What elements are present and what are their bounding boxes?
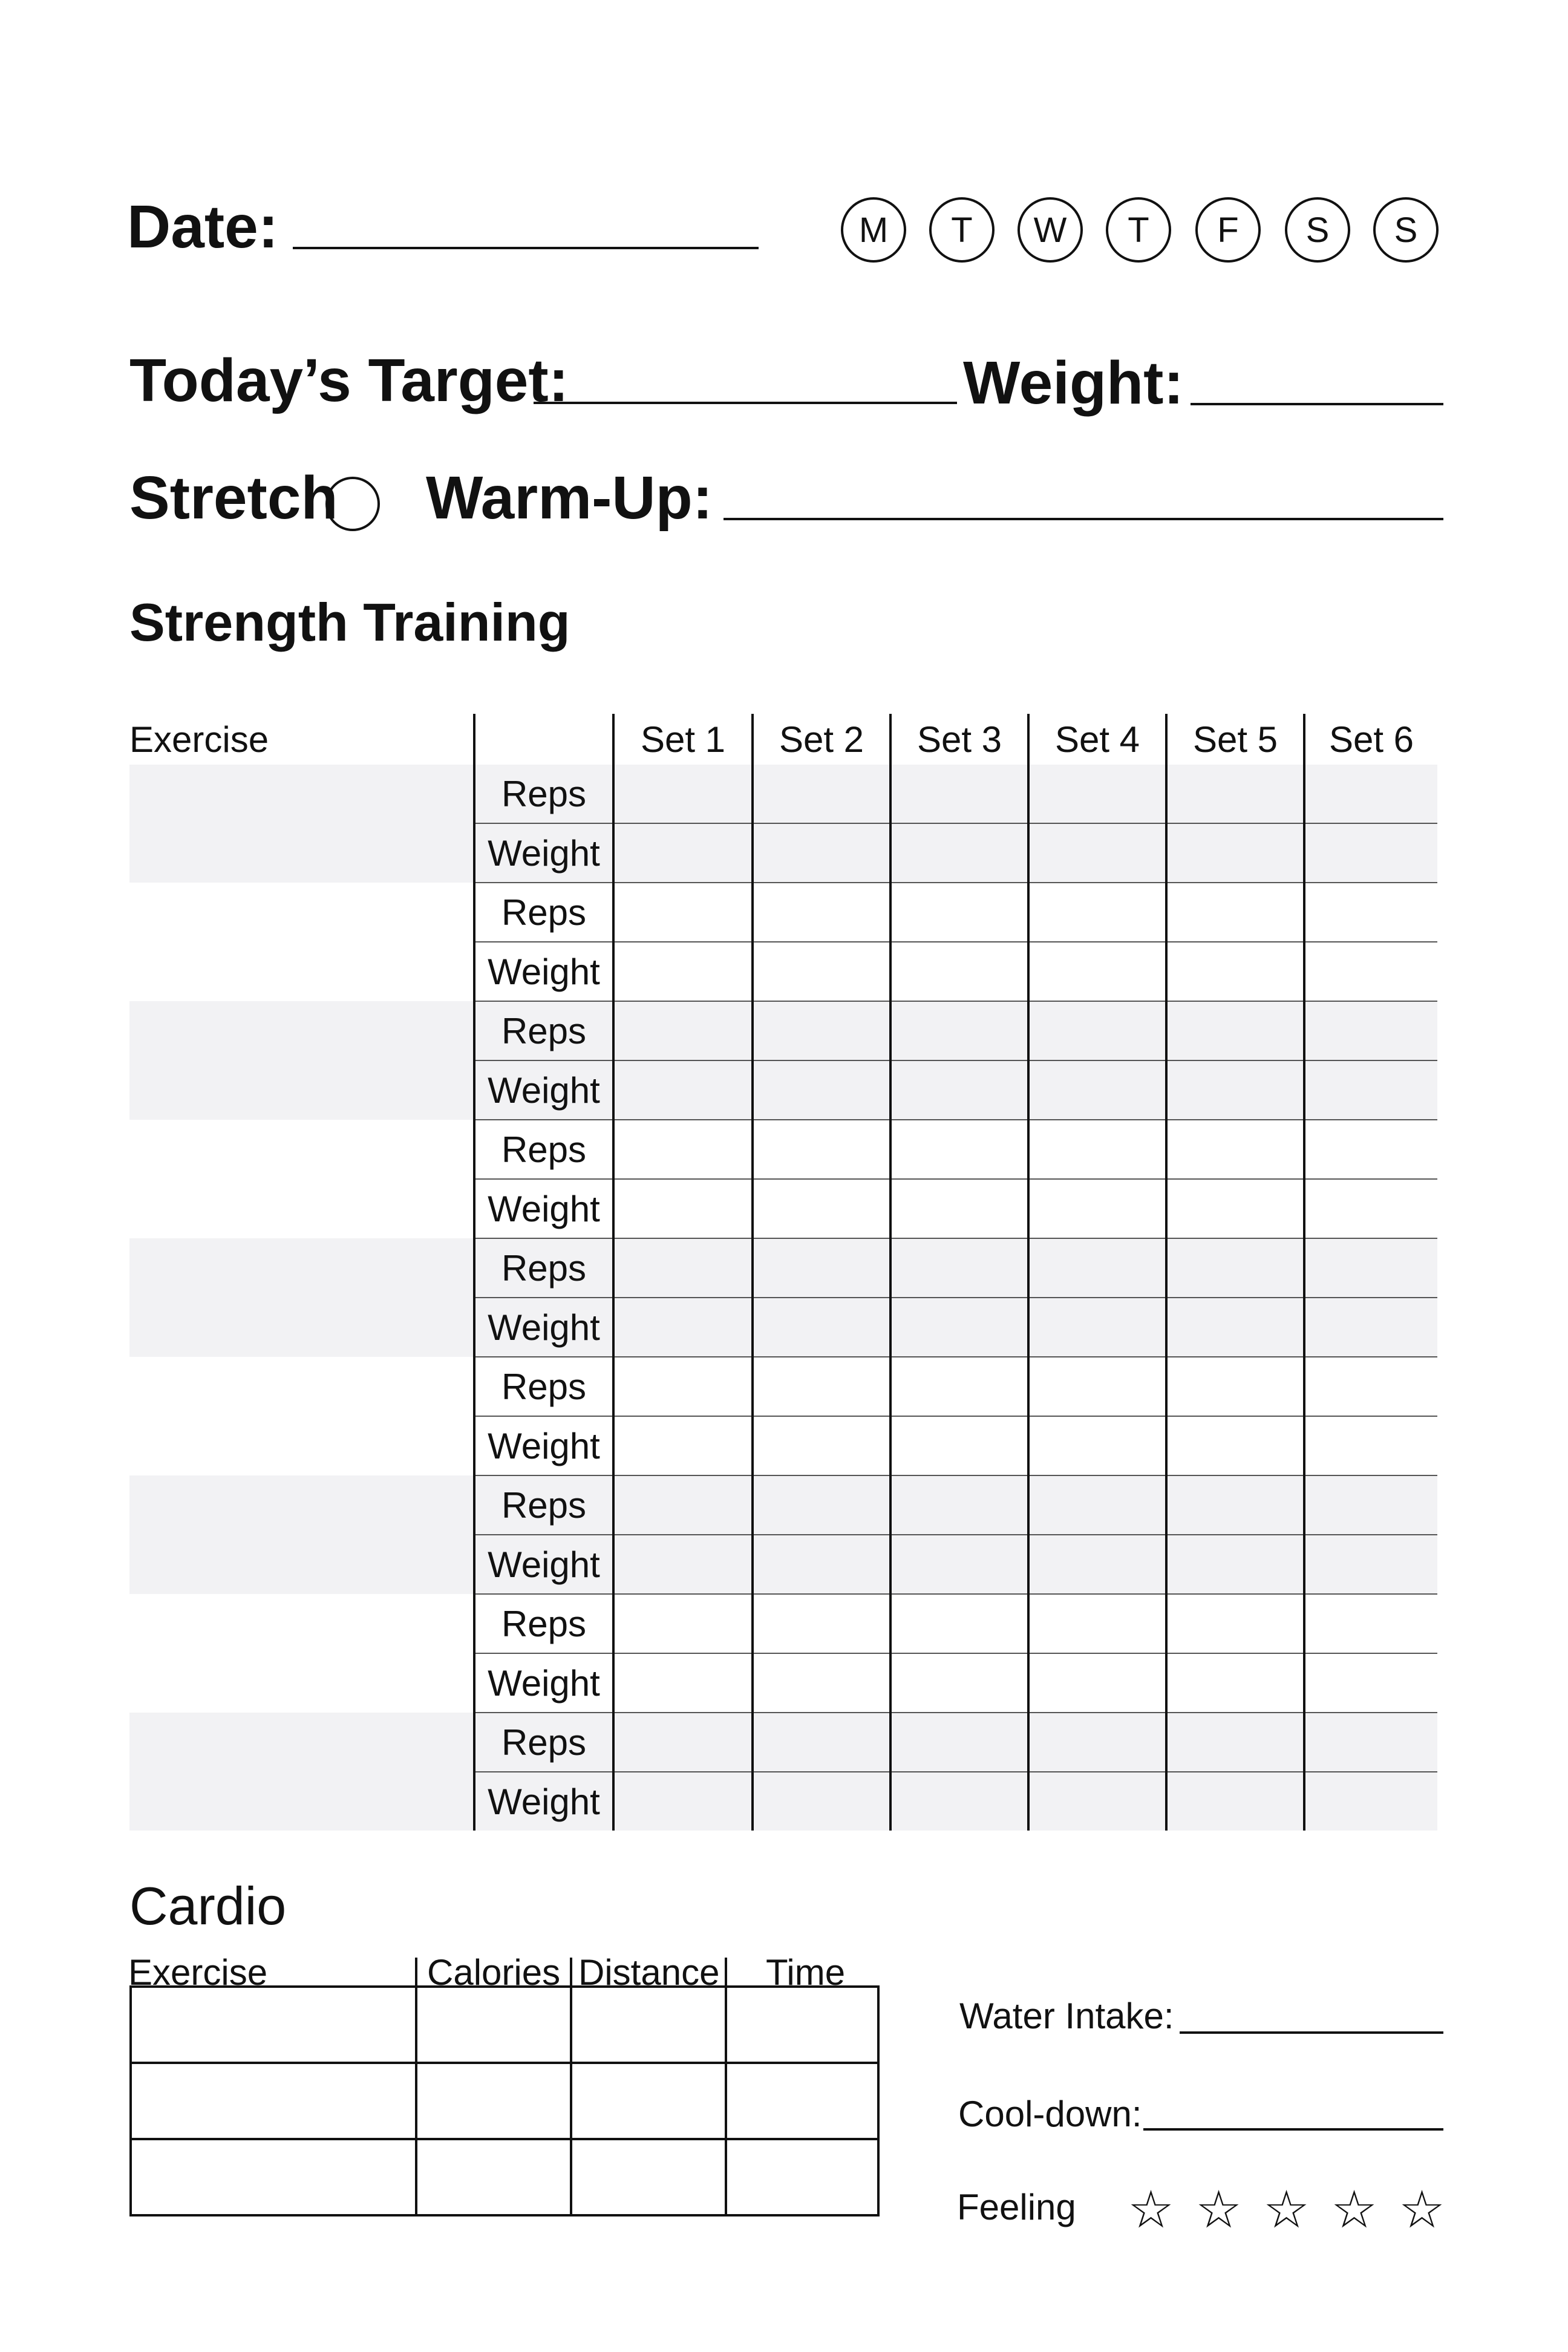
cool-down-label: Cool-down: bbox=[958, 2094, 1142, 2134]
set-entry-cell[interactable] bbox=[753, 942, 890, 1001]
stretch-checkbox[interactable] bbox=[325, 477, 380, 531]
set-entry-cell[interactable] bbox=[1304, 883, 1437, 942]
set-entry-cell[interactable] bbox=[613, 1772, 753, 1831]
table-row bbox=[129, 883, 1437, 942]
cardio-entry-cell[interactable] bbox=[416, 1987, 571, 2063]
exercise-name-cell[interactable] bbox=[129, 765, 474, 883]
set-entry-cell[interactable] bbox=[890, 1298, 1028, 1357]
metric-label: Reps bbox=[474, 1001, 613, 1060]
star-icon[interactable]: ☆ bbox=[1399, 2181, 1446, 2239]
weight-label: Weight: bbox=[963, 349, 1184, 417]
set-entry-cell[interactable] bbox=[613, 1535, 753, 1594]
metric-label: Reps bbox=[474, 883, 613, 942]
set-entry-cell[interactable] bbox=[1028, 1179, 1166, 1238]
set-entry-cell[interactable] bbox=[753, 1120, 890, 1179]
feeling-label: Feeling bbox=[957, 2187, 1076, 2227]
metric-label: Weight bbox=[474, 942, 613, 1001]
set-entry-cell[interactable] bbox=[1166, 1001, 1304, 1060]
set-entry-cell[interactable] bbox=[1166, 883, 1304, 942]
set-entry-cell[interactable] bbox=[890, 1238, 1028, 1298]
exercise-name-cell[interactable] bbox=[129, 1713, 474, 1831]
set-entry-cell[interactable] bbox=[753, 1713, 890, 1772]
cardio-entry-cell[interactable] bbox=[571, 2063, 726, 2139]
exercise-name-cell[interactable] bbox=[129, 1475, 474, 1594]
set-entry-cell[interactable] bbox=[890, 1416, 1028, 1475]
set-entry-cell[interactable] bbox=[1304, 1535, 1437, 1594]
set-entry-cell[interactable] bbox=[613, 1713, 753, 1772]
set-entry-cell[interactable] bbox=[1028, 1772, 1166, 1831]
set-entry-cell[interactable] bbox=[1304, 1416, 1437, 1475]
table-row bbox=[131, 1987, 878, 2063]
set-entry-cell[interactable] bbox=[613, 1001, 753, 1060]
set-entry-cell[interactable] bbox=[890, 823, 1028, 883]
set-entry-cell[interactable] bbox=[1304, 1357, 1437, 1416]
set-entry-cell[interactable] bbox=[753, 1653, 890, 1713]
warm-up-field[interactable] bbox=[724, 518, 1443, 520]
set-entry-cell[interactable] bbox=[890, 1653, 1028, 1713]
star-icon[interactable]: ☆ bbox=[1128, 2181, 1175, 2239]
set-entry-cell[interactable] bbox=[1028, 1238, 1166, 1298]
metric-label: Weight bbox=[474, 1060, 613, 1120]
set-entry-cell[interactable] bbox=[1304, 1298, 1437, 1357]
cardio-entry-cell[interactable] bbox=[571, 2139, 726, 2215]
set-entry-cell[interactable] bbox=[1166, 1416, 1304, 1475]
set-entry-cell[interactable] bbox=[613, 1357, 753, 1416]
cardio-entry-cell[interactable] bbox=[726, 1987, 878, 2063]
set-entry-cell[interactable] bbox=[890, 1001, 1028, 1060]
cardio-entry-cell[interactable] bbox=[131, 2063, 416, 2139]
day-circle[interactable]: M bbox=[841, 197, 906, 263]
set-entry-cell[interactable] bbox=[1166, 1653, 1304, 1713]
table-row bbox=[129, 1001, 1437, 1060]
set-entry-cell[interactable] bbox=[1166, 1475, 1304, 1535]
body-weight-field[interactable] bbox=[1191, 403, 1443, 405]
table-row bbox=[129, 1475, 1437, 1535]
set-entry-cell[interactable] bbox=[613, 1653, 753, 1713]
set-entry-cell[interactable] bbox=[1028, 883, 1166, 942]
set-entry-cell[interactable] bbox=[753, 1594, 890, 1653]
table-row bbox=[129, 1238, 1437, 1298]
set-entry-cell[interactable] bbox=[1028, 1120, 1166, 1179]
set-entry-cell[interactable] bbox=[1028, 1713, 1166, 1772]
todays-target-label: Today’s Target: bbox=[129, 347, 569, 414]
set-column-header: Set 5 bbox=[1166, 714, 1304, 765]
set-entry-cell[interactable] bbox=[1028, 1535, 1166, 1594]
set-entry-cell[interactable] bbox=[890, 1120, 1028, 1179]
metric-label: Weight bbox=[474, 1653, 613, 1713]
set-entry-cell[interactable] bbox=[1166, 1535, 1304, 1594]
set-entry-cell[interactable] bbox=[753, 1298, 890, 1357]
set-entry-cell[interactable] bbox=[1028, 1001, 1166, 1060]
set-entry-cell[interactable] bbox=[1028, 1298, 1166, 1357]
cool-down-field[interactable] bbox=[1143, 2128, 1443, 2131]
exercise-name-cell[interactable] bbox=[129, 1357, 474, 1475]
cardio-column-header: Time bbox=[766, 1952, 846, 1993]
set-entry-cell[interactable] bbox=[1304, 1179, 1437, 1238]
star-icon[interactable]: ☆ bbox=[1331, 2181, 1378, 2239]
table-row bbox=[131, 2063, 878, 2139]
warm-up-label: Warm-Up: bbox=[426, 464, 713, 532]
table-row bbox=[129, 1594, 1437, 1653]
metric-label: Weight bbox=[474, 823, 613, 883]
metric-label: Reps bbox=[474, 1238, 613, 1298]
cardio-header-divider bbox=[570, 1958, 572, 1985]
cardio-column-header: Distance bbox=[578, 1952, 720, 1993]
cardio-entry-cell[interactable] bbox=[726, 2063, 878, 2139]
metric-label: Weight bbox=[474, 1772, 613, 1831]
cardio-entry-cell[interactable] bbox=[416, 2139, 571, 2215]
table-row bbox=[131, 2139, 878, 2215]
date-label: Date: bbox=[127, 193, 279, 261]
set-entry-cell[interactable] bbox=[890, 1475, 1028, 1535]
set-entry-cell[interactable] bbox=[1028, 765, 1166, 823]
set-entry-cell[interactable] bbox=[753, 1060, 890, 1120]
metric-label: Reps bbox=[474, 1357, 613, 1416]
day-circle[interactable]: F bbox=[1195, 197, 1261, 263]
exercise-column-header: Exercise bbox=[129, 719, 269, 760]
set-entry-cell[interactable] bbox=[753, 1535, 890, 1594]
set-entry-cell[interactable] bbox=[1304, 1653, 1437, 1713]
set-entry-cell[interactable] bbox=[1304, 1594, 1437, 1653]
cardio-header-divider bbox=[725, 1958, 727, 1985]
set-entry-cell[interactable] bbox=[890, 1772, 1028, 1831]
set-entry-cell[interactable] bbox=[753, 765, 890, 823]
set-entry-cell[interactable] bbox=[1028, 1060, 1166, 1120]
set-entry-cell[interactable] bbox=[1304, 765, 1437, 823]
set-entry-cell[interactable] bbox=[1166, 942, 1304, 1001]
metric-column-header bbox=[474, 714, 613, 765]
cardio-entry-cell[interactable] bbox=[726, 2139, 878, 2215]
cardio-header-dividers bbox=[415, 1958, 417, 1985]
day-circle[interactable]: T bbox=[929, 197, 995, 263]
set-entry-cell[interactable] bbox=[753, 1416, 890, 1475]
set-entry-cell[interactable] bbox=[1304, 1001, 1437, 1060]
set-entry-cell[interactable] bbox=[1166, 823, 1304, 883]
set-entry-cell[interactable] bbox=[890, 942, 1028, 1001]
table-row bbox=[129, 765, 1437, 823]
set-entry-cell[interactable] bbox=[890, 1594, 1028, 1653]
set-entry-cell[interactable] bbox=[753, 1475, 890, 1535]
exercise-name-cell[interactable] bbox=[129, 1238, 474, 1357]
cardio-title: Cardio bbox=[129, 1876, 287, 1936]
set-entry-cell[interactable] bbox=[1166, 1713, 1304, 1772]
todays-target-field[interactable] bbox=[534, 402, 957, 404]
set-entry-cell[interactable] bbox=[613, 765, 753, 823]
set-entry-cell[interactable] bbox=[613, 1120, 753, 1179]
star-icon[interactable]: ☆ bbox=[1195, 2181, 1243, 2239]
set-entry-cell[interactable] bbox=[1028, 823, 1166, 883]
set-entry-cell[interactable] bbox=[1166, 1357, 1304, 1416]
set-entry-cell[interactable] bbox=[1166, 765, 1304, 823]
set-entry-cell[interactable] bbox=[753, 1357, 890, 1416]
cardio-column-header: Exercise bbox=[128, 1952, 268, 1993]
set-entry-cell[interactable] bbox=[1166, 1179, 1304, 1238]
set-entry-cell[interactable] bbox=[1028, 1475, 1166, 1535]
set-entry-cell[interactable] bbox=[1028, 1594, 1166, 1653]
day-circle[interactable]: S bbox=[1373, 197, 1439, 263]
day-circle[interactable]: T bbox=[1106, 197, 1171, 263]
metric-label: Weight bbox=[474, 1416, 613, 1475]
day-circle[interactable]: W bbox=[1018, 197, 1083, 263]
metric-label: Reps bbox=[474, 1713, 613, 1772]
water-intake-field[interactable] bbox=[1180, 2031, 1443, 2034]
exercise-name-cell[interactable] bbox=[129, 1001, 474, 1120]
cardio-entry-cell[interactable] bbox=[416, 2063, 571, 2139]
set-entry-cell[interactable] bbox=[1304, 823, 1437, 883]
set-column-header: Set 3 bbox=[890, 714, 1028, 765]
set-entry-cell[interactable] bbox=[753, 883, 890, 942]
set-entry-cell[interactable] bbox=[1166, 1594, 1304, 1653]
exercise-name-cell[interactable] bbox=[129, 1594, 474, 1713]
set-entry-cell[interactable] bbox=[613, 1594, 753, 1653]
set-entry-cell[interactable] bbox=[1028, 942, 1166, 1001]
set-entry-cell[interactable] bbox=[613, 823, 753, 883]
set-entry-cell[interactable] bbox=[1028, 1653, 1166, 1713]
set-column-header: Set 4 bbox=[1028, 714, 1166, 765]
exercise-name-cell[interactable] bbox=[129, 883, 474, 1001]
set-entry-cell[interactable] bbox=[1304, 1060, 1437, 1120]
set-entry-cell[interactable] bbox=[1166, 1238, 1304, 1298]
cardio-entry-cell[interactable] bbox=[131, 2139, 416, 2215]
strength-table bbox=[129, 714, 1437, 1831]
set-entry-cell[interactable] bbox=[1304, 1475, 1437, 1535]
set-entry-cell[interactable] bbox=[1304, 942, 1437, 1001]
set-entry-cell[interactable] bbox=[753, 1772, 890, 1831]
set-entry-cell[interactable] bbox=[613, 1238, 753, 1298]
cardio-entry-cell[interactable] bbox=[131, 1987, 416, 2063]
set-entry-cell[interactable] bbox=[890, 765, 1028, 823]
metric-label: Weight bbox=[474, 1179, 613, 1238]
set-entry-cell[interactable] bbox=[1166, 1298, 1304, 1357]
set-entry-cell[interactable] bbox=[613, 1060, 753, 1120]
metric-label: Reps bbox=[474, 765, 613, 823]
set-entry-cell[interactable] bbox=[753, 1001, 890, 1060]
set-entry-cell[interactable] bbox=[1304, 1120, 1437, 1179]
metric-label: Reps bbox=[474, 1594, 613, 1653]
set-column-header: Set 2 bbox=[753, 714, 890, 765]
set-entry-cell[interactable] bbox=[890, 1179, 1028, 1238]
set-entry-cell[interactable] bbox=[1028, 1357, 1166, 1416]
set-entry-cell[interactable] bbox=[613, 1475, 753, 1535]
set-entry-cell[interactable] bbox=[1304, 1713, 1437, 1772]
set-entry-cell[interactable] bbox=[753, 1179, 890, 1238]
set-entry-cell[interactable] bbox=[613, 1298, 753, 1357]
metric-label: Reps bbox=[474, 1120, 613, 1179]
set-entry-cell[interactable] bbox=[1304, 1238, 1437, 1298]
set-column-header: Set 1 bbox=[613, 714, 753, 765]
set-entry-cell[interactable] bbox=[1166, 1772, 1304, 1831]
set-entry-cell[interactable] bbox=[613, 1179, 753, 1238]
set-entry-cell[interactable] bbox=[890, 1713, 1028, 1772]
set-entry-cell[interactable] bbox=[890, 1535, 1028, 1594]
date-field[interactable] bbox=[293, 247, 759, 249]
set-entry-cell[interactable] bbox=[890, 883, 1028, 942]
stretch-label: Stretch bbox=[129, 464, 338, 532]
set-entry-cell[interactable] bbox=[613, 942, 753, 1001]
metric-label: Weight bbox=[474, 1535, 613, 1594]
metric-label: Reps bbox=[474, 1475, 613, 1535]
table-row bbox=[129, 1357, 1437, 1416]
set-entry-cell[interactable] bbox=[753, 823, 890, 883]
set-entry-cell[interactable] bbox=[890, 1357, 1028, 1416]
set-entry-cell[interactable] bbox=[613, 1416, 753, 1475]
set-entry-cell[interactable] bbox=[1304, 1772, 1437, 1831]
table-row bbox=[129, 1120, 1437, 1179]
set-entry-cell[interactable] bbox=[1028, 1416, 1166, 1475]
set-entry-cell[interactable] bbox=[613, 883, 753, 942]
table-row bbox=[129, 1713, 1437, 1772]
cardio-entry-cell[interactable] bbox=[571, 1987, 726, 2063]
water-intake-label: Water Intake: bbox=[959, 1996, 1174, 2036]
metric-label: Weight bbox=[474, 1298, 613, 1357]
strength-training-title: Strength Training bbox=[129, 592, 570, 652]
set-entry-cell[interactable] bbox=[1166, 1120, 1304, 1179]
star-icon[interactable]: ☆ bbox=[1263, 2181, 1310, 2239]
set-column-header: Set 6 bbox=[1304, 714, 1437, 765]
set-entry-cell[interactable] bbox=[890, 1060, 1028, 1120]
set-entry-cell[interactable] bbox=[1166, 1060, 1304, 1120]
cardio-column-header: Calories bbox=[427, 1952, 561, 1993]
cardio-table bbox=[129, 1985, 880, 2216]
exercise-name-cell[interactable] bbox=[129, 1120, 474, 1238]
day-circle[interactable]: S bbox=[1285, 197, 1350, 263]
set-entry-cell[interactable] bbox=[753, 1238, 890, 1298]
